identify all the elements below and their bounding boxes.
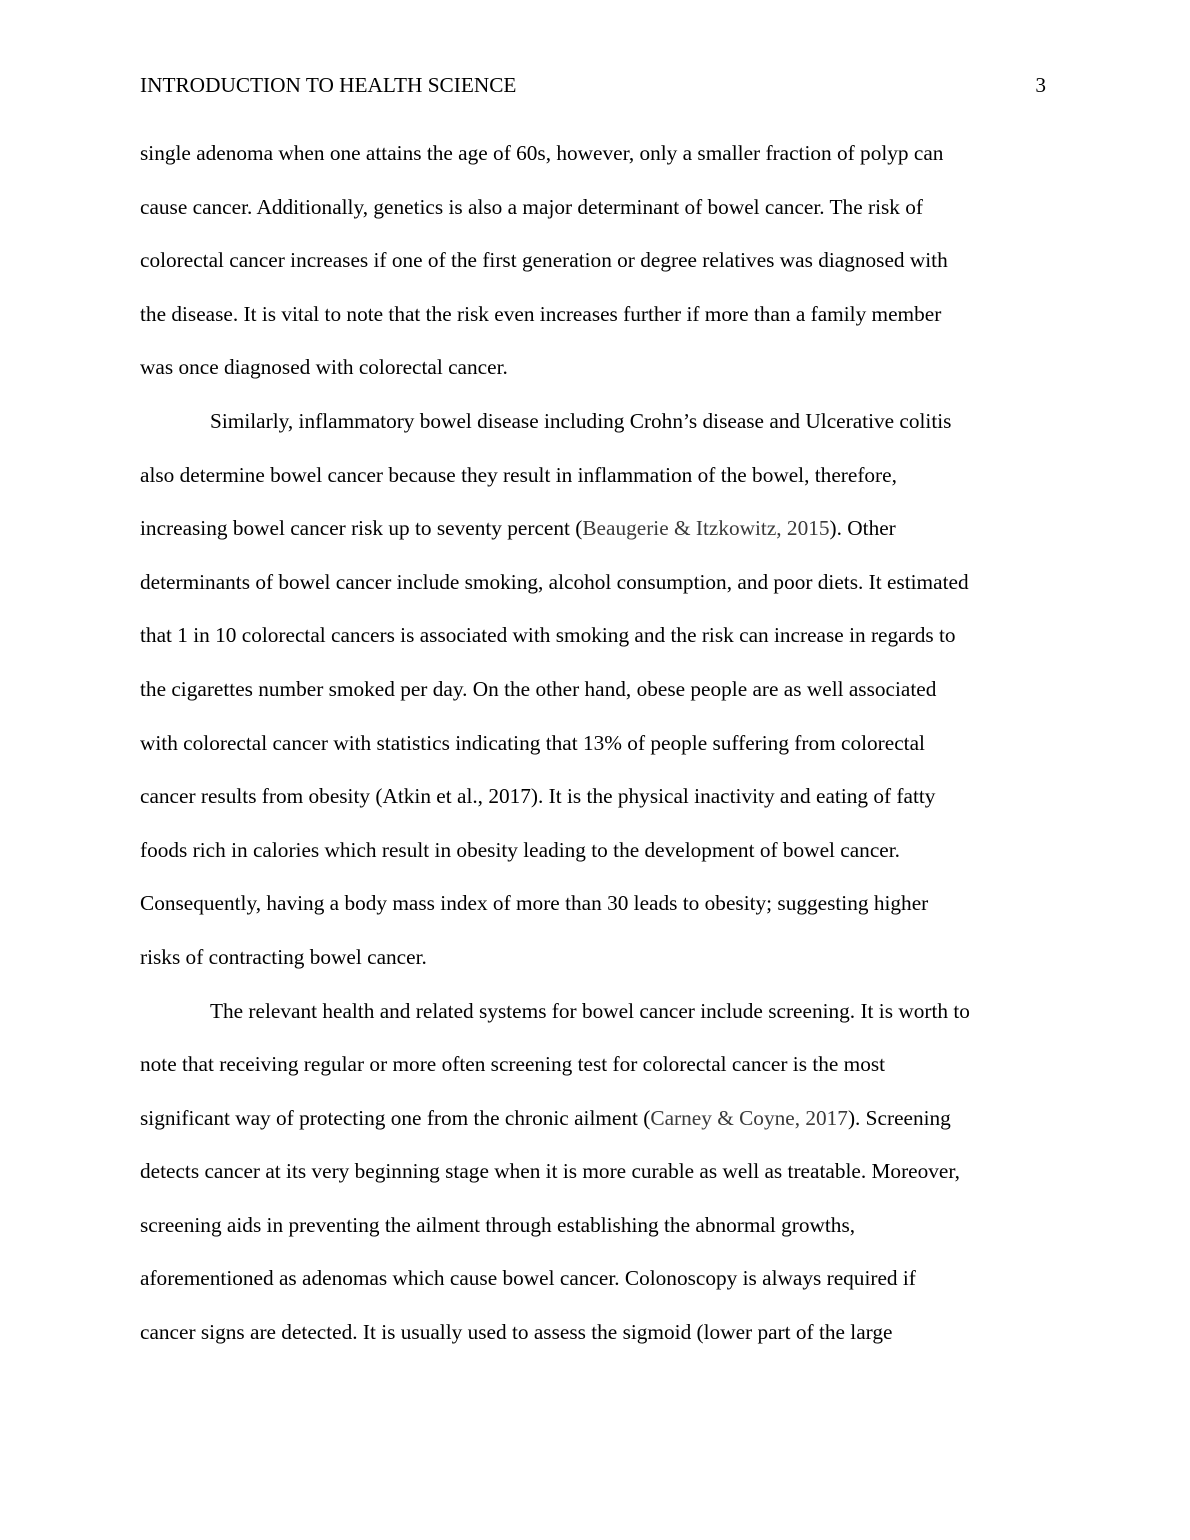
citation: Beaugerie & Itzkowitz, 2015 — [582, 516, 830, 541]
body-text — [140, 127, 1052, 1360]
text-line: Consequently, having a body mass index of more than 30 leads to obesity; suggesting higher — [140, 891, 929, 916]
text-segment: ). Other — [829, 516, 896, 541]
text-line — [140, 1092, 1052, 1146]
text-line — [140, 502, 1052, 556]
text-line: was once diagnosed with colorectal cancer. — [140, 355, 508, 380]
running-head: INTRODUCTION TO HEALTH SCIENCE — [140, 73, 517, 97]
text-line: screening aids in preventing the ailment through establishing the abnormal growths, — [140, 1212, 856, 1237]
page-number: 3 — [1035, 73, 1046, 97]
text-line: risks of contracting bowel cancer. — [140, 944, 427, 969]
text-line: determinants of bowel cancer include smoking, alcohol consumption, and poor diets. It estimated — [140, 569, 969, 594]
text-segment: significant way of protecting one from the chronic ailment ( — [140, 1105, 651, 1130]
text-line: cancer results from obesity (Atkin et al., 2017). It is the physical inactivity and eating of fatty — [140, 784, 936, 809]
text-line: with colorectal cancer with statistics indicating that 13% of people suffering from colorectal — [140, 730, 925, 755]
text-line: colorectal cancer increases if one of the first generation or degree relatives was diagnosed with — [140, 248, 948, 273]
text-segment: increasing bowel cancer risk up to seventy percent ( — [140, 516, 583, 541]
page-header — [140, 71, 1046, 99]
text-line: The relevant health and related systems for bowel cancer include screening. It is worth to — [210, 998, 970, 1023]
text-line: cancer signs are detected. It is usually used to assess the sigmoid (lower part of the large — [140, 1320, 893, 1345]
text-line: note that receiving regular or more often screening test for colorectal cancer is the most — [140, 1052, 886, 1077]
text-line: detects cancer at its very beginning stage when it is more curable as well as treatable. Moreover, — [140, 1159, 960, 1184]
text-segment: ). Screening — [847, 1105, 951, 1130]
text-line: aforementioned as adenomas which cause bowel cancer. Colonoscopy is always required if — [140, 1266, 916, 1291]
text-line: Similarly, inflammatory bowel disease including Crohn’s disease and Ulcerative colitis — [210, 408, 952, 433]
text-line: also determine bowel cancer because they result in inflammation of the bowel, therefore, — [140, 462, 897, 487]
text-line: single adenoma when one attains the age of 60s, however, only a smaller fraction of polyp can — [140, 141, 944, 165]
text-line: that 1 in 10 colorectal cancers is associated with smoking and the risk can increase in regards to — [140, 623, 956, 648]
text-line: foods rich in calories which result in obesity leading to the development of bowel cancer. — [140, 837, 900, 862]
text-line: cause cancer. Additionally, genetics is also a major determinant of bowel cancer. The risk of — [140, 194, 923, 219]
citation: Carney & Coyne, 2017 — [650, 1105, 848, 1130]
text-line: the disease. It is vital to note that the risk even increases further if more than a family member — [140, 301, 942, 326]
text-line: the cigarettes number smoked per day. On the other hand, obese people are as well associated — [140, 676, 937, 701]
